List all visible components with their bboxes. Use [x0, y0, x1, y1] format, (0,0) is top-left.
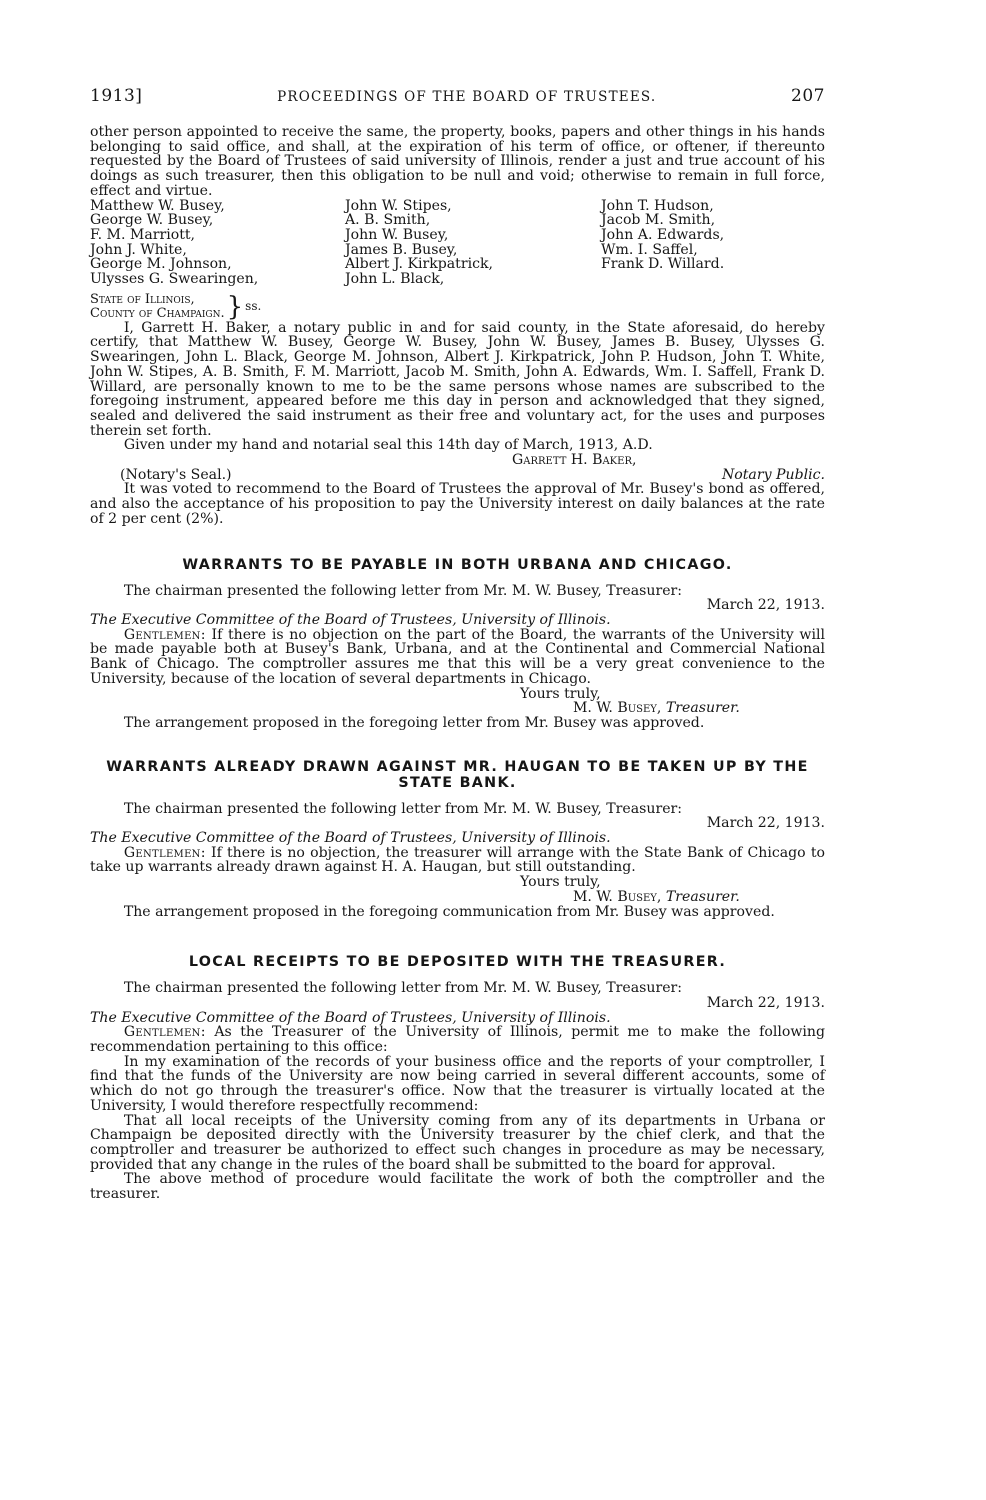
signer-title: Treasurer.	[665, 700, 740, 717]
section-heading: LOCAL RECEIPTS TO BE DEPOSITED WITH THE TREASURER.	[188, 954, 727, 971]
letter-paragraph-2: In my examination of the records of your business office and the reports of your comptroller, I find that the funds of the University are now being carried in several different accounts, some of which do not go through the treasurer's office. Now that the treasurer is virtually located at the University, I would therefore respectfully recommend:	[90, 1053, 825, 1114]
letter-paragraph-4: The above method of procedure would facilitate the work of both the comptroller and the treasurer.	[90, 1171, 825, 1203]
header-title: PROCEEDINGS OF THE BOARD OF TRUSTEES.	[277, 89, 657, 105]
page-number: 207	[791, 86, 825, 106]
letter-body	[90, 1025, 825, 1054]
venue-state: State of Illinois,	[90, 291, 195, 307]
letter-salutation: Gentlemen:	[123, 844, 206, 861]
signatory-name: John L. Black,	[345, 271, 445, 288]
letter-body-text: As the Treasurer of the University of Illinois, permit me to make the following recommendation pertaining to this office:	[90, 1024, 825, 1056]
venue-ss: ss.	[245, 299, 262, 314]
signatories-block	[90, 199, 825, 287]
running-header	[90, 86, 825, 116]
section-intro: The chairman presented the following letter from Mr. M. W. Busey, Treasurer:	[123, 980, 683, 997]
letter-salutation: Gentlemen:	[123, 1024, 206, 1041]
letter-signer	[90, 890, 825, 905]
signatory-name: A. B. Smith,	[345, 212, 431, 229]
section-local-receipts	[90, 954, 825, 1202]
section-warrants-haugan	[90, 759, 825, 920]
letter-salutation: Gentlemen:	[123, 626, 206, 643]
venue-county: County of Champaign.	[90, 305, 225, 321]
signatories-column-1	[90, 199, 345, 287]
notary-name: Garrett H. Baker,	[512, 452, 637, 469]
page-body	[90, 125, 825, 1202]
signatory-name: F. M. Marriott,	[90, 226, 196, 243]
opening-paragraph: other person appointed to receive the same, the property, books, papers and other things in his hands belonging to said office, and shall, at the expiration of his term of office, or oftener, if thereunto requested by the Board of Trustees of said university of Illinois, render a just and true account of his doings as such treasurer, then this obligation to be null and void; otherwise to remain in full force, effect and virtue.	[90, 124, 825, 199]
signatory-name: George M. Johnson,	[90, 256, 232, 273]
signatory-name: Matthew W. Busey,	[90, 197, 225, 214]
brace-glyph: }	[226, 291, 244, 322]
signatory-name: Jacob M. Smith,	[601, 212, 716, 229]
signatory-name: John W. Stipes,	[345, 197, 452, 214]
signatories-column-2	[345, 199, 601, 287]
vote-paragraph: It was voted to recommend to the Board of Trustees the approval of Mr. Busey's bond as offered, and also the acceptance of his proposition to pay the University interest on daily balances at the rate of 2 per cent (2%).	[90, 481, 825, 527]
letter-date: March 22, 1913.	[706, 815, 825, 832]
notary-seal-row	[120, 468, 825, 483]
header-year: 1913]	[90, 86, 143, 106]
document-page	[90, 86, 825, 1202]
signatory-name: John W. Busey,	[345, 226, 449, 243]
given-line: Given under my hand and notarial seal this 14th day of March, 1913, A.D.	[123, 437, 653, 454]
letter-address: The Executive Committee of the Board of Trustees, University of Illinois.	[90, 830, 611, 847]
signatory-name: John J. White,	[90, 241, 187, 258]
signatory-name: John T. Hudson,	[601, 197, 714, 214]
section-outcome: The arrangement proposed in the foregoing letter from Mr. Busey was approved.	[123, 714, 705, 731]
letter-date: March 22, 1913.	[706, 994, 825, 1011]
signatory-name: Albert J. Kirkpatrick,	[345, 256, 494, 273]
signer-name: M. W. Busey,	[573, 700, 662, 717]
letter-address: The Executive Committee of the Board of Trustees, University of Illinois.	[90, 1009, 611, 1026]
signatories-column-3	[601, 199, 825, 287]
letter-signer	[90, 701, 825, 716]
signatory-name: George W. Busey,	[90, 212, 214, 229]
section-intro: The chairman presented the following letter from Mr. M. W. Busey, Treasurer:	[123, 582, 683, 599]
letter-body-text: If there is no objection, the treasurer will arrange with the State Bank of Chicago to take up warrants already drawn against H. A. Haugan, but still outstanding.	[90, 844, 825, 876]
signatory-name: James B. Busey,	[345, 241, 458, 258]
section-warrants-urbana-chicago	[90, 557, 825, 731]
signatory-name: Wm. I. Saffel,	[601, 241, 698, 258]
letter-address: The Executive Committee of the Board of Trustees, University of Illinois.	[90, 611, 611, 628]
section-heading: WARRANTS ALREADY DRAWN AGAINST MR. HAUGAN TO BE TAKEN UP BY THE STATE BANK.	[106, 758, 809, 791]
letter-body	[90, 628, 825, 687]
venue-block	[90, 293, 825, 321]
letter-closing: Yours truly,	[520, 685, 601, 702]
letter-paragraph-3: That all local receipts of the University coming from any of its departments in Urbana or Champaign be deposited directly with the University treasurer by the chief clerk, and that the comptroller and treasurer be authorized to effect such changes in procedure as may be necessary, provided that any change in the rules of the board shall be submitted to the board for approval.	[90, 1112, 825, 1173]
letter-closing: Yours truly,	[520, 874, 601, 891]
signer-title: Treasurer.	[665, 888, 740, 905]
notary-paragraph: I, Garrett H. Baker, a notary public in and for said county, in the State aforesaid, do hereby certify, that Matthew W. Busey, George W. Busey, John W. Busey, James B. Busey, Ulysses G. Swearingen, John L. Black, George M. Johnson, Albert J. Kirkpatrick, John P. Hudson, John T. White, John W. Stipes, A. B. Smith, F. M. Marriott, Jacob M. Smith, John A. Edwards, Wm. I. Saffell, Frank D. Willard, are personally known to me to be the same persons whose names are subscribed to the foregoing instrument, appeared before me this day in person and acknowledged that they signed, sealed and delivered the said instrument as their free and voluntary act, for the uses and purposes therein set forth.	[90, 319, 825, 439]
signatory-name: Ulysses G. Swearingen,	[90, 271, 259, 288]
letter-date: March 22, 1913.	[706, 597, 825, 614]
signatory-name: Frank D. Willard.	[601, 256, 725, 273]
signatory-name: John A. Edwards,	[601, 226, 725, 243]
notary-title: Notary Public.	[721, 466, 825, 483]
section-outcome: The arrangement proposed in the foregoing communication from Mr. Busey was approved.	[123, 903, 775, 920]
letter-body-text: If there is no objection on the part of the Board, the warrants of the University will be made payable both at Busey's Bank, Urbana, and at the Continental and Commercial National Bank of Chicago. The comptroller assures me that this will be a very great convenience to the University, because of the location of several departments in Chicago.	[90, 626, 826, 687]
section-heading: WARRANTS TO BE PAYABLE IN BOTH URBANA AND CHICAGO.	[182, 556, 733, 573]
letter-body	[90, 846, 825, 875]
notary-seal: (Notary's Seal.)	[120, 466, 232, 483]
section-intro: The chairman presented the following letter from Mr. M. W. Busey, Treasurer:	[123, 800, 683, 817]
signer-name: M. W. Busey,	[573, 888, 662, 905]
